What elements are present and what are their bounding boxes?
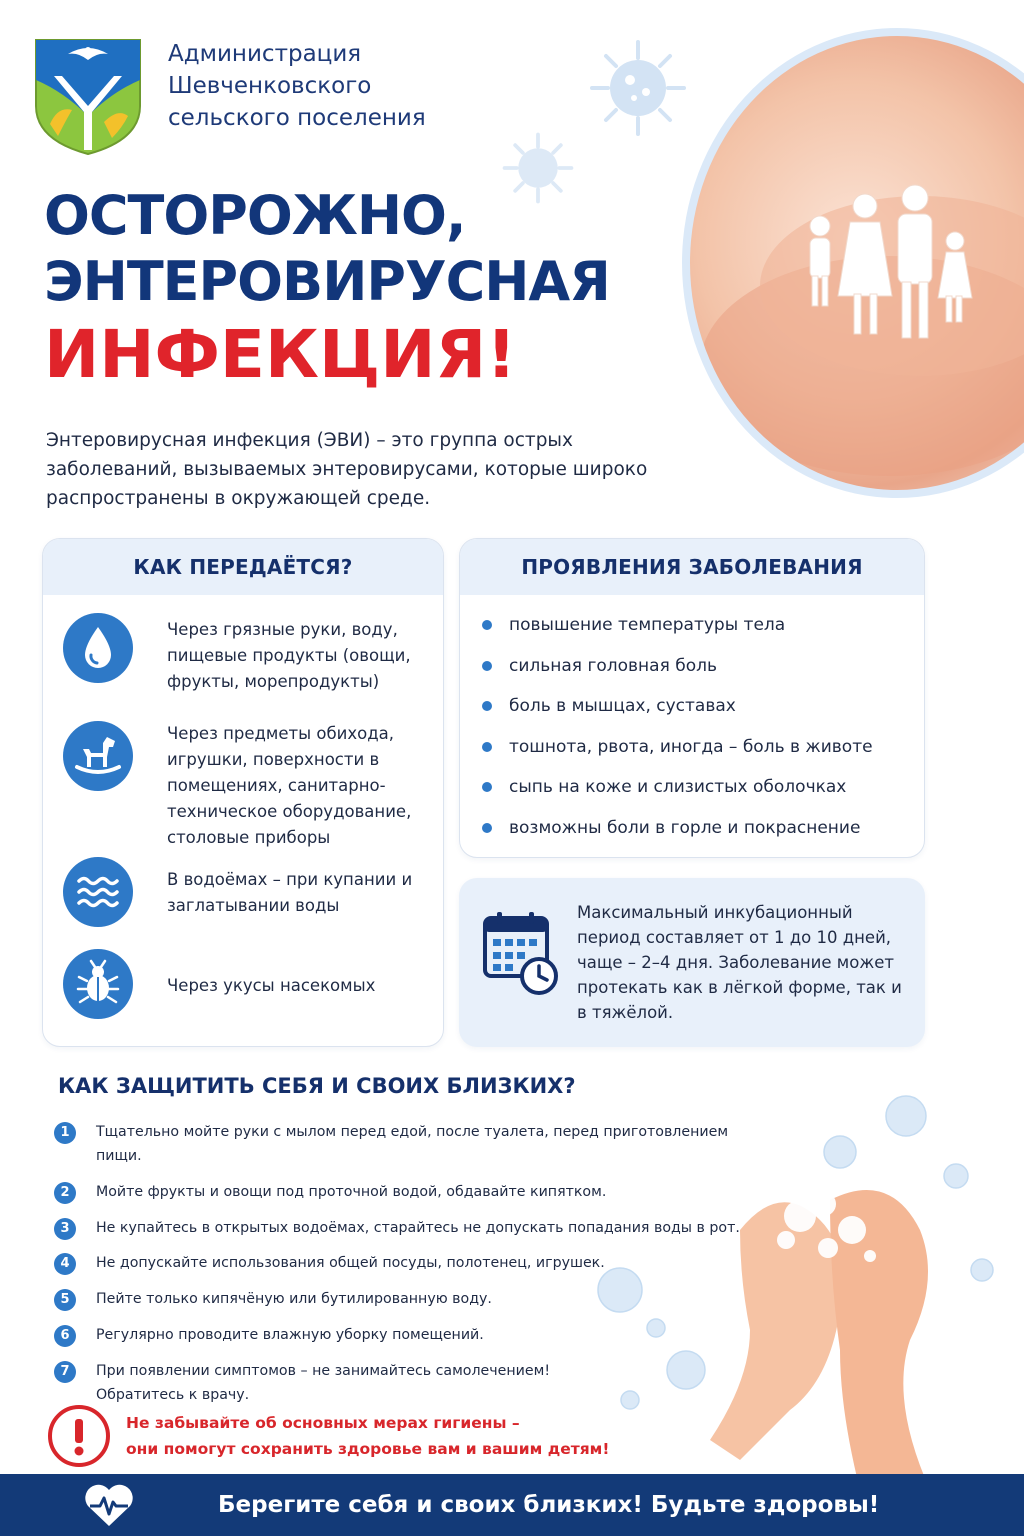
protect-step <box>54 1359 574 1407</box>
calendar-clock-icon <box>481 908 561 998</box>
step-number: 3 <box>54 1218 76 1240</box>
step-number: 1 <box>54 1122 76 1144</box>
symptom-item: сильная головная боль <box>460 646 925 687</box>
footer-banner <box>0 1474 1024 1536</box>
step-text: Пейте только кипячёную или бутилированную воду. <box>96 1291 492 1308</box>
symptom-item: сыпь на коже и слизистых оболочках <box>460 767 925 808</box>
rocking-horse-icon <box>63 721 133 791</box>
intro-paragraph: Энтеровирусная инфекция (ЭВИ) – это группа острых заболеваний, вызываемых энтеровирусами, которые широко распространены в окружающей среде. <box>46 430 648 509</box>
footer-slogan: Берегите себя и своих близких! Будьте здоровы! <box>218 1492 880 1518</box>
symptoms-list <box>460 605 925 848</box>
transmission-text: В водоёмах – при купании и заглатывании воды <box>167 870 413 915</box>
washing-hands-illustration <box>590 1080 1024 1490</box>
coat-of-arms-icon <box>32 36 144 156</box>
org-name-line: сельского поселения <box>168 105 426 131</box>
org-name-line: Администрация <box>168 41 362 67</box>
heart-pulse-icon <box>82 1482 136 1528</box>
exclamation-icon <box>48 1405 110 1467</box>
water-drop-icon <box>63 613 133 683</box>
incubation-card <box>459 878 925 1047</box>
transmission-text: Через грязные руки, воду, пищевые продукты (овощи, фрукты, морепродукты) <box>167 620 411 691</box>
poster-title <box>44 183 610 395</box>
step-text: Регулярно проводите влажную уборку помещений. <box>96 1326 484 1343</box>
organization-name <box>168 38 498 134</box>
warning-line: Не забывайте об основных мерах гигиены – <box>126 1414 520 1432</box>
symptoms-card <box>459 538 925 858</box>
symptoms-heading: ПРОЯВЛЕНИЯ ЗАБОЛЕВАНИЯ <box>460 539 924 595</box>
symptom-item: тошнота, рвота, иногда – боль в животе <box>460 727 925 768</box>
title-line-red: ИНФЕКЦИЯ! <box>44 316 517 393</box>
step-text: При появлении симптомов – не занимайтесь самолечением! Обратитесь к врачу. <box>96 1362 551 1403</box>
step-number: 2 <box>54 1182 76 1204</box>
transmission-text: Через укусы насекомых <box>167 976 376 995</box>
protect-heading: КАК ЗАЩИТИТЬ СЕБЯ И СВОИХ БЛИЗКИХ? <box>58 1074 576 1098</box>
title-line: ОСТОРОЖНО, <box>44 184 466 247</box>
waves-icon <box>63 857 133 927</box>
org-name-line: Шевченковского <box>168 73 372 99</box>
transmission-heading: КАК ПЕРЕДАЁТСЯ? <box>43 539 443 595</box>
incubation-text: Максимальный инкубационный период составляет от 1 до 10 дней, чаще – 2–4 дня. Заболевание может протекать как в лёгкой форме, так и в тяжёлой. <box>577 903 902 1022</box>
virus-icon <box>588 38 688 138</box>
step-number: 5 <box>54 1289 76 1311</box>
transmission-text: Через предметы обихода, игрушки, поверхности в помещениях, санитарно-техническое оборудование, столовые приборы <box>167 724 412 847</box>
symptom-item: возможны боли в горле и покраснение <box>460 808 925 849</box>
hygiene-warning <box>126 1410 626 1462</box>
step-text: Не допускайте использования общей посуды, полотенец, игрушек. <box>96 1255 605 1272</box>
step-number: 7 <box>54 1361 76 1383</box>
warning-line: они помогут сохранить здоровье вам и вашим детям! <box>126 1440 610 1458</box>
bug-icon <box>63 949 133 1019</box>
symptom-item: боль в мышцах, суставах <box>460 686 925 727</box>
step-text: Тщательно мойте руки с мылом перед едой, после туалета, перед приготовлением пищи. <box>96 1124 729 1164</box>
transmission-card <box>42 538 444 1047</box>
step-number: 4 <box>54 1253 76 1275</box>
step-number: 6 <box>54 1325 76 1347</box>
title-line: ЭНТЕРОВИРУСНАЯ <box>44 250 610 313</box>
hands-family-photo <box>682 28 1024 498</box>
step-text: Не купайтесь в открытых водоёмах, старайтесь не допускать попадания воды в рот. <box>96 1219 740 1236</box>
step-text: Мойте фрукты и овощи под проточной водой, обдавайте кипятком. <box>96 1183 607 1200</box>
symptom-item: повышение температуры тела <box>460 605 925 646</box>
